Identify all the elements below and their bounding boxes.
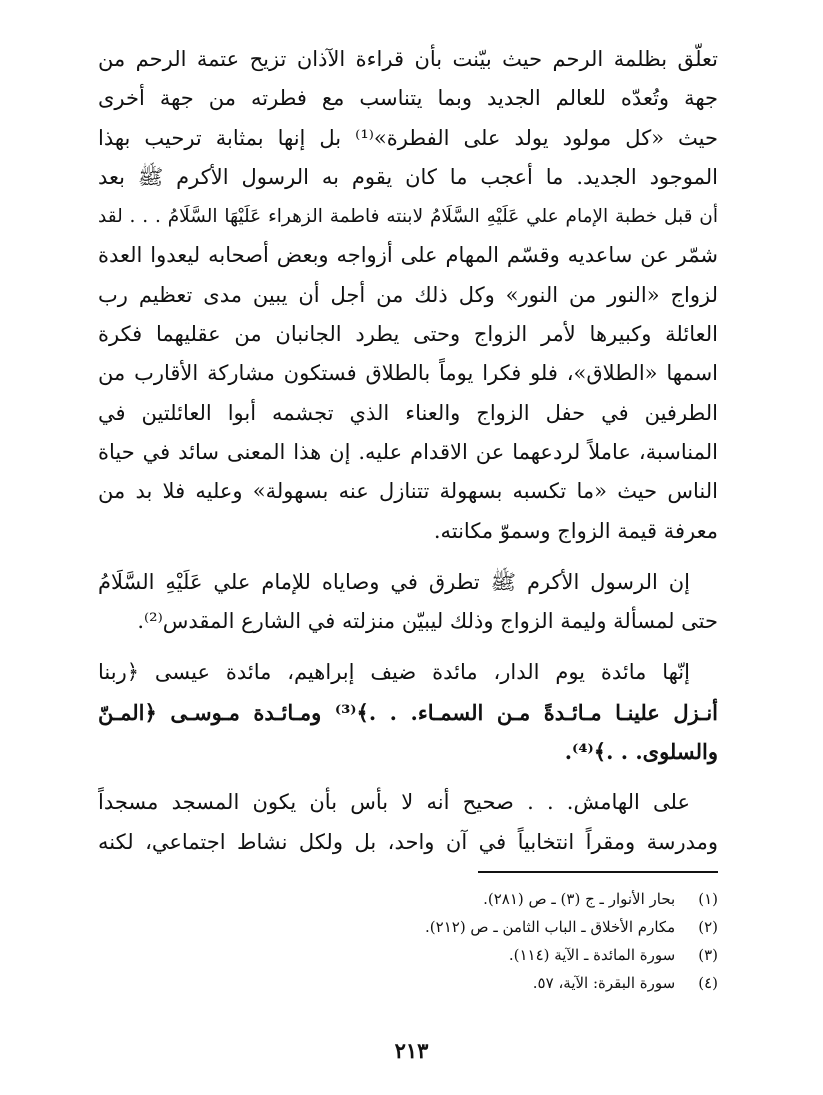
paragraph-3 — [98, 653, 718, 771]
footnote-number: (٢) — [698, 918, 718, 936]
footnote — [300, 885, 718, 913]
page-number: ٢١٣ — [394, 1038, 429, 1063]
footnote-text: سورة البقرة: الآية، ٥٧. — [532, 974, 676, 992]
footnote-text: سورة المائدة ـ الآية (١١٤). — [508, 946, 676, 964]
text-line: الموجود الجديد. ما أعجب ما كان يقوم به الرسول الأكرم ﷺ بعد — [98, 164, 718, 189]
text-line: العائلة وكبيرها لأمر الزواج وحتى يطرد الجانبان من عقليهما فكرة — [98, 322, 718, 347]
text-line: أن قبل خطبة الإمام علي عَلَيْهِ السَّلَامُ لابنته فاطمة الزهراء عَلَيْهَا السَّلَامُ . . . لقد — [98, 206, 718, 228]
footnote-text: بحار الأنوار ـ ج (٣) ـ ص (٢٨١). — [483, 890, 676, 908]
text-line: اسمها «الطلاق»، فلو فكرا يوماً بالطلاق فستكون مشاركة الأقارب من — [98, 361, 718, 386]
text-line: معرفة قيمة الزواج وسموّ مكانته. — [433, 518, 718, 543]
footnote-separator — [478, 871, 718, 873]
text-line: شمّر عن ساعديه وقسّم المهام على أزواجه وبعض أصحابه ليعدوا العدة — [98, 243, 718, 268]
paragraph-4 — [98, 783, 718, 862]
text-line: إنّها مائدة يوم الدار، مائدة ضيف إبراهيم، مائدة عيسى ﴿ربنا — [98, 660, 690, 685]
footnote — [300, 913, 718, 941]
text-line: تعلّق بظلمة الرحم حيث بيّنت بأن قراءة الآذان تزيح عتمة الرحم من — [98, 47, 718, 71]
footnote — [300, 941, 718, 969]
footnotes — [300, 885, 718, 997]
paragraph-1 — [98, 40, 718, 551]
text-line: حتى لمسألة وليمة الزواج وذلك ليبيّن منزلته في الشارع المقدس⁽²⁾. — [137, 609, 718, 634]
text-line: إن الرسول الأكرم ﷺ تطرق في وصاياه للإمام علي عَلَيْهِ السَّلَامُ — [98, 569, 690, 594]
text-line: حيث «كل مولود يولد على الفطرة»⁽¹⁾ بل إنها بمثابة ترحيب بهذا — [98, 125, 718, 150]
quran-verse-line: أنـزل علينـا مـائـدةً مـن السمـاء. . .﴾⁽³⁾ ومـائـدة مـوسـى ﴿المـنّ — [98, 699, 718, 725]
footnote-number: (٣) — [698, 946, 718, 964]
quran-verse-line: والسلوى. . .﴾⁽⁴⁾. — [564, 739, 718, 765]
main-text — [98, 40, 718, 862]
footnote — [300, 969, 718, 997]
text-line: المناسبة، عاملاً لردعهما عن الاقدام عليه. إن هذا المعنى سائد في حياة — [98, 439, 718, 464]
paragraph-2 — [98, 563, 718, 642]
text-line: ومدرسة ومقراً انتخابياً في آن واحد، بل ولكل نشاط اجتماعي، لكنه — [98, 829, 718, 854]
footnote-text: مكارم الأخلاق ـ الباب الثامن ـ ص (٢١٢). — [425, 918, 676, 936]
text-line: الطرفين في حفل الزواج والعناء الذي تجشمه أبوا العائلتين في — [98, 400, 718, 425]
text-line: على الهامش. . . صحيح أنه لا بأس بأن يكون المسجد مسجداً — [98, 790, 690, 815]
footnote-number: (٤) — [698, 974, 718, 992]
footnote-number: (١) — [698, 890, 718, 908]
text-line: الناس حيث «ما تكسبه بسهولة تتنازل عنه بسهولة» وعليه فلا بد من — [98, 479, 718, 504]
text-line: جهة وتُعدّه للعالم الجديد وبما يتناسب مع فطرته من جهة أخرى — [98, 86, 718, 111]
text-line: لزواج «النور من النور» وكل ذلك من أجل أن يبين مدى تعظيم رب — [98, 282, 718, 307]
